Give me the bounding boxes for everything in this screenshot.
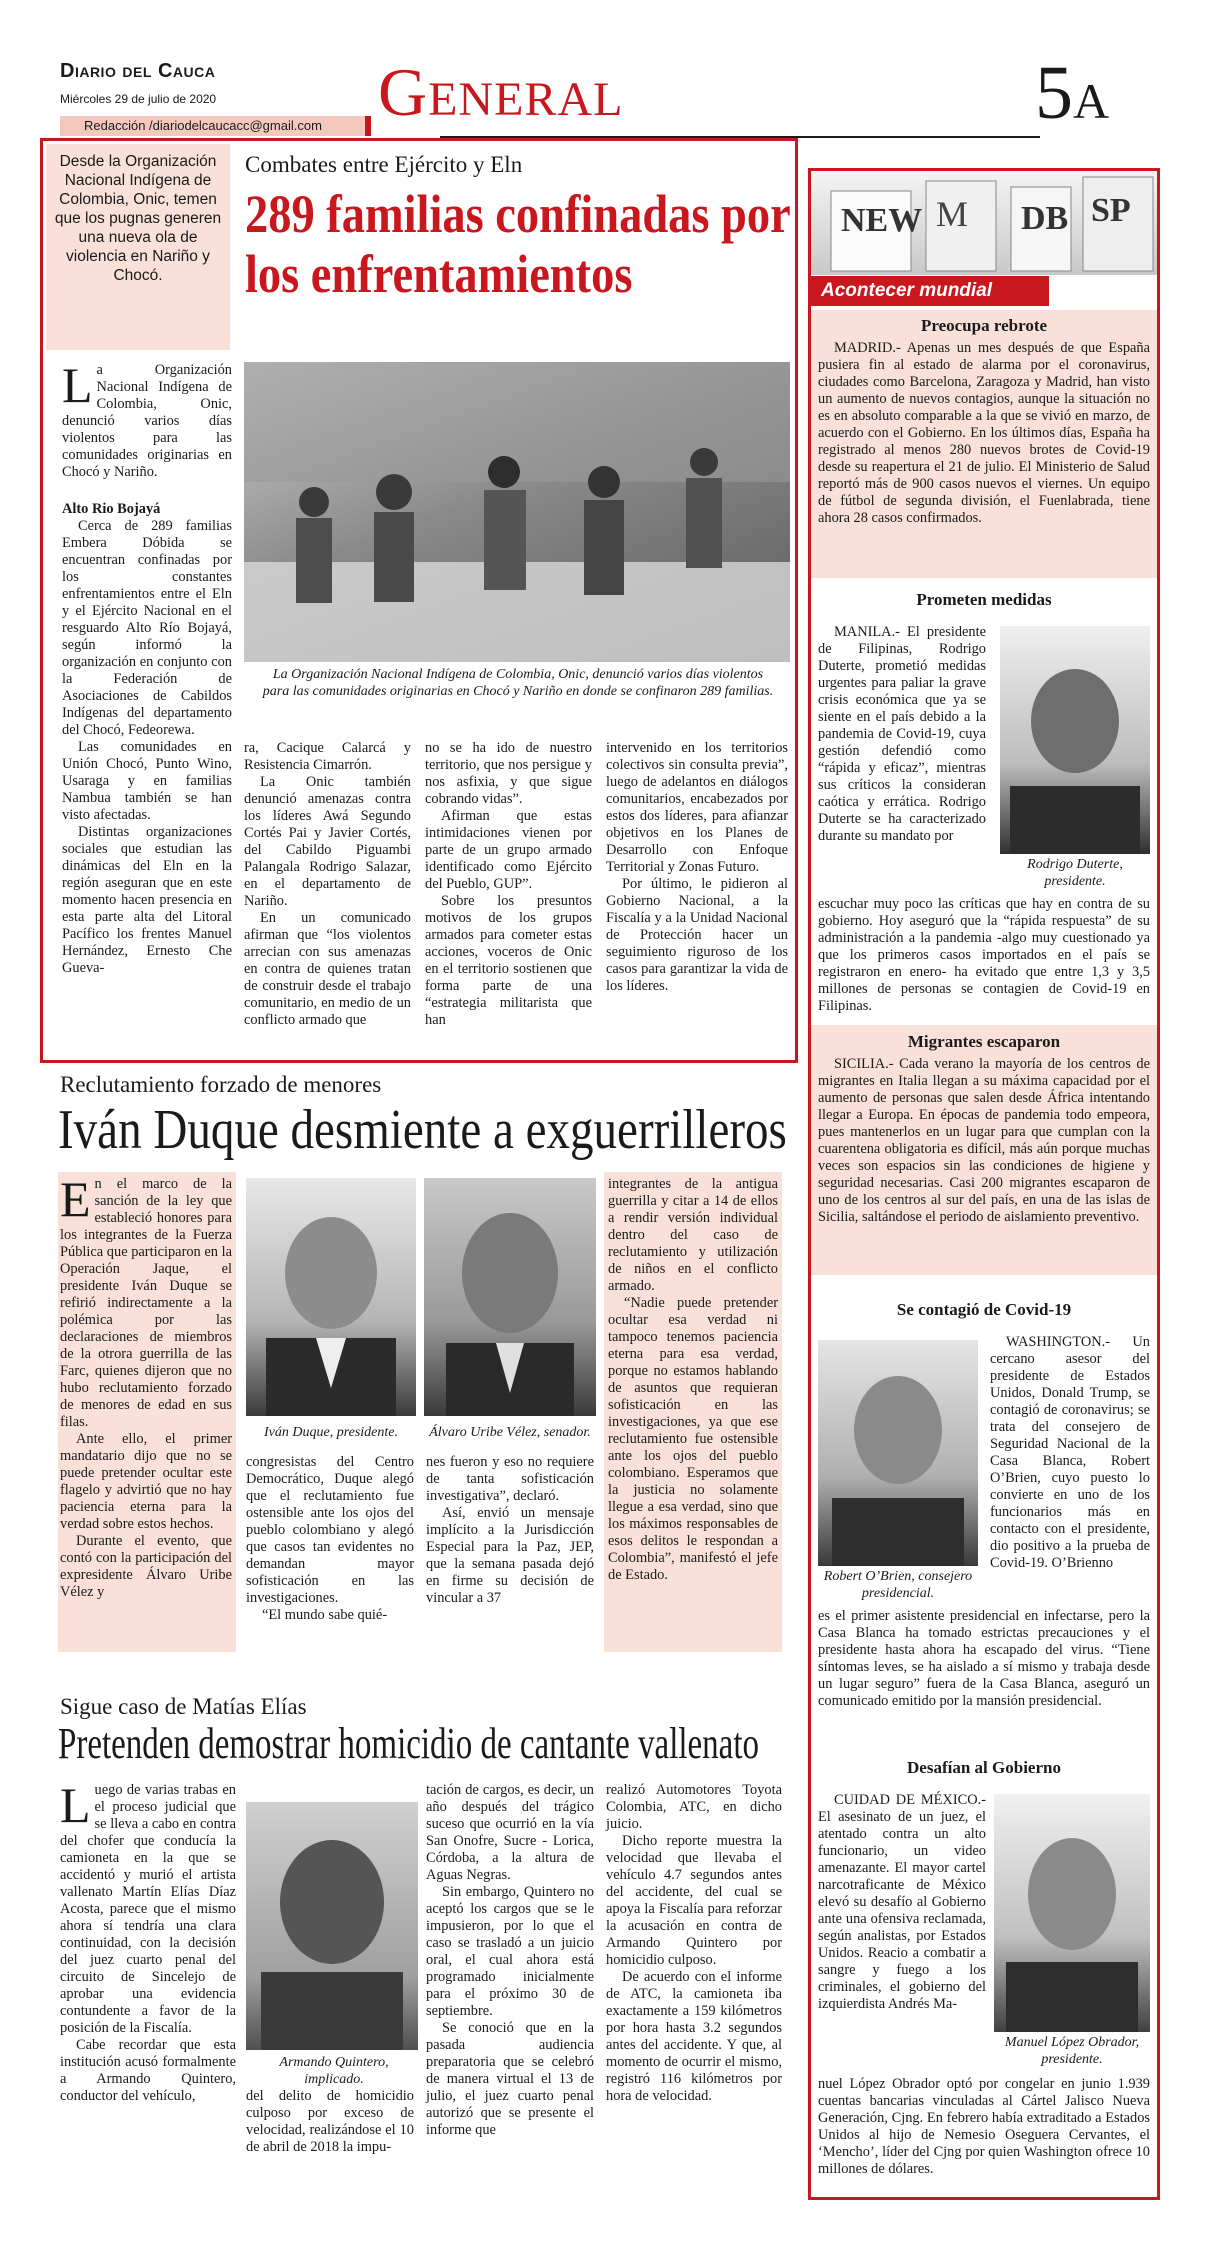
vallenato-kicker: Sigue caso de Matías Elías [60, 1694, 307, 1719]
duterte-photo [1000, 626, 1150, 854]
duque-col-4 [608, 1176, 778, 1584]
page-number [1035, 48, 1109, 146]
world-item-3-body: SICILIA.- Cada verano la mayoría de los centros de migrantes en Italia llegan a su máxima capacidad por el aumento de personas que salen desde África intentando llegar a Europa. En épocas de pandemia todo empeora, pues mantenerlos en un lugar para que cumplan con la cuarentena obligatoria es difícil, más aún porque muchas veces son espacios sin las condiciones de higiene y seguridad necesarias. Casi 200 migrantes escaparon de uno de los centros al sur del país, en una de las islas de Sicilia, saltándose el periodo de aislamiento preventivo. [818, 1056, 1150, 1225]
duterte-caption: Rodrigo Duterte, presidente. [1027, 857, 1123, 889]
world-item-4-full-text [818, 1608, 1150, 1710]
newspaper-stack-icon [811, 171, 1157, 275]
world-item-1-text [818, 340, 1150, 527]
lead-col4-p2: Por último, le pidieron al Gobierno Nacional, a la Fiscalía y a la Unidad Nacional de Protección hacer un seguimiento riguroso de los casos para garantizar la vida de los líderes. [606, 876, 788, 994]
world-item-2-title: Prometen medidas [916, 590, 1052, 609]
uribe-photo [424, 1178, 596, 1416]
lead-col3-p3: Sobre los presuntos motivos de los grupos armados para cometer estas acciones, voceros de Onic en el territorio sostienen que forma parte de una “estrategia militarista que han [425, 893, 592, 1028]
obrien-photo [818, 1340, 978, 1566]
duque-col1-p3: Durante el evento, que contó con la participación del expresidente Álvaro Uribe Vélez y [60, 1533, 232, 1600]
lead-subhead: Alto Rio Bojayá [62, 501, 161, 517]
world-item-5-body-full: nuel López Obrador optó por congelar en junio 1.939 cuentas bancarias vinculadas al Cártel Jalisco Nueva Generación, Cjng. En febrero había extraditado a Estados Unidos al hijo de Nemesio Oseguera Cervantes, el ‘Mencho’, líder del Cjng por quien Washington ofrece 10 millones de dólares. [818, 2076, 1150, 2177]
duque-col2-p1: congresistas del Centro Democrático, Duque alegó que el reclutamiento fue ostensible ante los ojos del pueblo colombiano y alegó que casos tan evidentes no demandan mayor sofisticación en las investigaciones. [246, 1454, 414, 1606]
svg-text:SP: SP [1091, 192, 1131, 229]
duque-col1-p2: Ante ello, el primer mandatario dijo que no se puede pretender ocultar este flagelo y advirtió que no hay paciencia eterna para la verdad sobre estos hechos. [60, 1431, 232, 1532]
duque-col4-p2: “Nadie puede pretender ocultar esa verdad ni tampoco tenemos paciencia eterna para esa verdad, porque no estamos hablando de asuntos que requieran sofisticación en las investigaciones, ya que ese reclutamiento fue ostensible ante los ojos del pueblo colombiano. Esperamos que la justicia no solamente llegue a esa verdad, sino que los máximos responsables de esos delitos le respondan a Colombia”, manifestó el jefe de Estado. [608, 1295, 778, 1583]
lead-col-4 [606, 740, 788, 995]
vallenato-col2-p1: del delito de homicidio culposo por exceso de velocidad, realizándose el 10 de abril de 2018 la impu- [246, 2088, 414, 2155]
world-item-3-title: Migrantes escaparon [907, 1032, 1061, 1051]
lead-col4-p1: intervenido en los territorios colectivos sin consulta previa”, luego de adelantos en diálogos comunitarios, encabezados por estos dos líderes, para afianzar objetivos en los Planes de Desarrollo con Enfoque Territorial y Zonas Futuro. [606, 740, 788, 875]
lead-col3-p1: no se ha ido de nuestro territorio, que nos persigue y nos asfixia, y que sigue cobrando vidas”. [425, 740, 592, 807]
world-item-5-full-text [818, 2076, 1150, 2178]
world-item-1-body: MADRID.- Apenas un mes después de que España pusiera fin al estado de alarma por el coronavirus, ciudades como Barcelona, Zaragoza y Madrid, han visto un aumento de nuevos contagios, aunque la situación no es en absoluto comparable a la que se vivió en marzo, de acuerdo con el Gobierno. En los últimos días, España ha registrado al menos 280 nuevos brotes de Covid-19 desde su reapertura el 21 de julio. El Ministerio de Salud reportó más de 900 casos nuevos el viernes. Un equipo de fútbol de segunda división, el Fuenlabrada, tiene ahora 28 casos confirmados. [818, 340, 1150, 526]
world-item-4-wrap-text [990, 1334, 1150, 1572]
svg-text:M: M [936, 194, 969, 234]
world-item-5-body-wrap: CUIDAD DE MÉXICO.- El asesinato de un juez, el atentado contra un alto funcionario, un video amenazante. El mayor cartel narcotraficante de México elevó su desafío al Gobierno ante una ofensiva reclamada, según analistas, por Estados Unidos. Reacio a combatir a sangre y fuego a los criminales, el gobierno del izquierdista Andrés Ma- [818, 1792, 986, 2012]
world-item-5-title: Desafían al Gobierno [907, 1758, 1061, 1777]
world-item-4-title: Se contagió de Covid-19 [896, 1300, 1072, 1319]
vallenato-col3-p3: Se conoció que en la pasada audiencia preparatoria que se celebró de manera virtual el 13 de julio, el juez cuarto penal autorizó que se presente el informe que [426, 2020, 594, 2138]
obrien-portrait [818, 1340, 978, 1566]
duterte-portrait [1000, 626, 1150, 854]
page-number-digit: 5 [1035, 51, 1073, 135]
world-item-5-wrap-text [818, 1792, 986, 2013]
lead-col-1 [62, 357, 232, 977]
uribe-portrait [424, 1178, 596, 1416]
quintero-photo [246, 1802, 418, 2050]
duque-caption: Iván Duque, presidente. [264, 1425, 398, 1440]
duque-portrait [246, 1178, 416, 1416]
duque-headline: Iván Duque desmiente a exguerrilleros [58, 1099, 787, 1161]
vallenato-col-2 [246, 2088, 414, 2156]
world-item-2-full-text [818, 896, 1150, 1015]
lead-col1-p3: Las comunidades en Unión Chocó, Punto Wino, Usaraga y en familias Nambua también se han visto afectadas. [62, 739, 232, 823]
duque-col1-p1: n el marco de la sanción de la ley que estableció honores para los integrantes de la Fuerza Pública que participaron en la Operación Jaque, el presidente Iván Duque se refirió indirectamente a la polémica por las declaraciones de miembros de la otrora guerrilla de las Farc, quienes dijeron que no hubo reclutamiento forzado de menores de edad en sus filas. [60, 1176, 232, 1430]
duque-col3-p2: Así, envió un mensaje implícito a la Jurisdicción Especial para la Paz, JEP, que la semana pasada dejó en firme su decisión de vincular a 37 [426, 1505, 594, 1606]
amlo-portrait [994, 1794, 1150, 2032]
vallenato-col3-p2: Sin embargo, Quintero no aceptó los cargos que se le impusieron, por lo que el caso se trasladó a un juicio oral, el cual ahora está programado inicialmente para el próximo 30 de septiembre. [426, 1884, 594, 2019]
lead-col2-p3: En un comunicado afirman que “los violentos arrecian con sus amenazas en contra de quienes tratan de construir desde el trabajo comunitario, en medio de un conflicto armado que [244, 910, 411, 1028]
svg-text:DB: DB [1021, 200, 1069, 237]
world-item-1-title: Preocupa rebrote [920, 316, 1048, 335]
uribe-caption: Álvaro Uribe Vélez, senador. [429, 1425, 591, 1440]
lead-sidebar-quote: Desde la Organización Nacional Indígena de Colombia, Onic, temen que los pugnas generen una nueva ola de violencia en Nariño y Chocó. [54, 153, 222, 284]
amlo-caption: Manuel López Obrador, presidente. [1004, 2035, 1140, 2067]
duque-photo [246, 1178, 416, 1416]
lead-col-2 [244, 740, 411, 1029]
duque-col2-p2: “El mundo sabe quié- [262, 1607, 388, 1623]
vallenato-dropcap: L [60, 1777, 91, 1833]
duque-col-3 [426, 1454, 594, 1607]
lead-col2-p1: ra, Cacique Calarcá y Resistencia Cimarrón. [244, 740, 411, 773]
vallenato-col-3 [426, 1782, 594, 2139]
vallenato-col3-p1: tación de cargos, es decir, un año después del trágico suceso que ocurrió en la vía San Onofre, Sucre - Lorica, Córdoba, a la altura de Aguas Negras. [426, 1782, 594, 1883]
obrien-caption: Robert O’Brien, consejero presidencial. [823, 1569, 973, 1601]
duque-dropcap: E [60, 1171, 91, 1227]
vallenato-col-4 [606, 1782, 782, 2105]
vallenato-col1-p1: uego de varias trabas en el proceso judicial que se lleva a cabo en contra del chofer que conducía la camioneta en la que se accidentó y murió el artista vallenato Martín Elías Díaz Acosta, parece que el mismo ahora sí tendría una clara continuidad, con la decisión del juez cuarto penal del circuito de Sincelejo de aprobar una evidencia contundente a favor de la posición de la Fiscalía. [60, 1782, 236, 2036]
quintero-caption: Armando Quintero, implicado. [279, 2055, 389, 2087]
world-banner-image [811, 171, 1157, 275]
section-left-rule [365, 116, 371, 136]
world-banner: Acontecer mundial [811, 276, 1049, 306]
section-title: General [378, 54, 624, 130]
lead-col1-intro: a Organización Nacional Indígena de Colombia, Onic, denunció varios días violentos para las comunidades originarias en Chocó y Nariño. [62, 362, 232, 480]
paper-name: Diario del Cauca [60, 60, 216, 82]
lead-dropcap: L [62, 357, 93, 413]
lead-kicker: Combates entre Ejército y Eln [245, 152, 523, 177]
svg-text:NEW: NEW [841, 202, 923, 239]
duque-col-2 [246, 1454, 414, 1624]
lead-photo-caption: La Organización Nacional Indígena de Colombia, Onic, denunció varios días violentos para las comunidades originarias en Chocó y Nariño en donde se confinaron 289 familias. [262, 667, 774, 699]
vallenato-headline: Pretenden demostrar homicidio de cantante vallenato [58, 1719, 759, 1768]
duque-kicker: Reclutamiento forzado de menores [60, 1072, 382, 1097]
lead-col3-p2: Afirman que estas intimidaciones vienen por parte de un grupo armado identificado como Ejército del Pueblo, GUP”. [425, 808, 592, 892]
lead-headline: 289 familias confinadas por los enfrentamientos [245, 184, 790, 304]
quintero-portrait [246, 1802, 418, 2050]
vallenato-col1-p2: Cabe recordar que esta institución acusó formalmente a Armando Quintero, conductor del vehículo, [60, 2037, 236, 2104]
vallenato-col4-p3: De acuerdo con el informe de ATC, la camioneta iba exactamente a 159 kilómetros por hora hasta 3.2 segundos antes del accidente. Y que, al momento de ocurrir el mismo, registró 116 kilómetros por hora de velocidad. [606, 1969, 782, 2104]
world-item-4-body-wrap: WASHINGTON.- Un cercano asesor del presidente de Estados Unidos, Donald Trump, se contagió de coronavirus; se trata del consejero de Seguridad Nacional de la Casa Blanca, Robert O’Brien, cuyo puesto lo convierte en uno de los funcionarios más en contacto con el presidente, dio positivo a la prueba de Covid-19. O’Brienno [990, 1334, 1150, 1571]
world-item-4-body-full: es el primer asistente presidencial en infectarse, pero la Casa Blanca ha tomado estrictas precauciones y el presidente hasta ahora ha escapado del virus. “Tiene síntomas leves, se ha aislado a sí mismo y trabaja desde un lugar seguro” fuera de la Casa Blanca, aseguró un comunicado emitido por la mansión presidencial. [818, 1608, 1150, 1709]
world-item-2-body-full: escuchar muy poco las críticas que hay en contra de su gobierno. Hoy aseguró que la “rápida respuesta” de su administración a la pandemia -algo muy cuestionado ya que los primeros casos importados en el país se registraron en enero- ha evitado que entre 1,3 y 3,5 millones de personas se contagien de Covid-19 en Filipinas. [818, 896, 1150, 1014]
lead-col-3 [425, 740, 592, 1029]
vallenato-col4-p1: realizó Automotores Toyota Colombia, ATC, en dicho juicio. [606, 1782, 782, 1832]
vallenato-col-1 [60, 1777, 236, 2105]
vallenato-col4-p2: Dicho reporte muestra la velocidad que llevaba el vehículo 4.7 segundos antes del accidente, del cual se apoya la Fiscalía para reforzar la acusación en contra de Armando Quintero por homicidio culposo. [606, 1833, 782, 1968]
masthead [60, 51, 1160, 138]
lead-col1-p4: Distintas organizaciones sociales que estudian las dinámicas del Eln en la región aseguran que en este momento hacen presencia en esta parte alta del Litoral Pacífico los frentes Manuel Hernández, Ernesto Che Gueva- [62, 824, 232, 976]
redaccion-email: Redacción /diariodelcaucacc@gmail.com [84, 118, 322, 133]
issue-date: Miércoles 29 de julio de 2020 [60, 92, 217, 106]
duque-col3-p1: nes fueron y eso no requiere de tanta sofisticación investigativa”, declaró. [426, 1454, 594, 1504]
lead-photo-illustration [244, 362, 790, 662]
page-number-letter: A [1073, 73, 1110, 129]
lead-photo [244, 362, 790, 662]
duque-col4-p1: integrantes de la antigua guerrilla y citar a 14 de ellos a rendir versión individual dentro del caso de reclutamiento y utilización de niños en el conflicto armado. [608, 1176, 778, 1294]
world-item-2-wrap-text [818, 624, 986, 845]
amlo-photo [994, 1794, 1150, 2032]
duque-col-1 [60, 1171, 232, 1601]
lead-col1-p2: Cerca de 289 familias Embera Dóbida se encuentran confinadas por los constantes enfrentamientos entre el Eln y el Ejército Nacional en el resguardo Alto Río Bojayá, según informó la organización en conjunto con la Federación de Asociaciones de Cabildos Indígenas del departamento del Chocó, Fedeorewa. [62, 518, 232, 738]
world-item-3-text [818, 1056, 1150, 1226]
lead-col2-p2: La Onic también denunció amenazas contra los líderes Awá Segundo Cortés Pai y Javier Cortés, del Cabildo Piguambi Palangala Rodrigo Salazar, en el departamento de Nariño. [244, 774, 411, 909]
world-item-2-body-wrap: MANILA.- El presidente de Filipinas, Rodrigo Duterte, prometió medidas urgentes para paliar la grave crisis económica que ya se siente en el país debido a la pandemia de Covid-19, cuya gestión defendió como “rápida y eficaz”, mientras sus críticos la consideran caótica y errática. Rodrigo Duterte se ha caracterizado durante su mandato por [818, 624, 986, 844]
